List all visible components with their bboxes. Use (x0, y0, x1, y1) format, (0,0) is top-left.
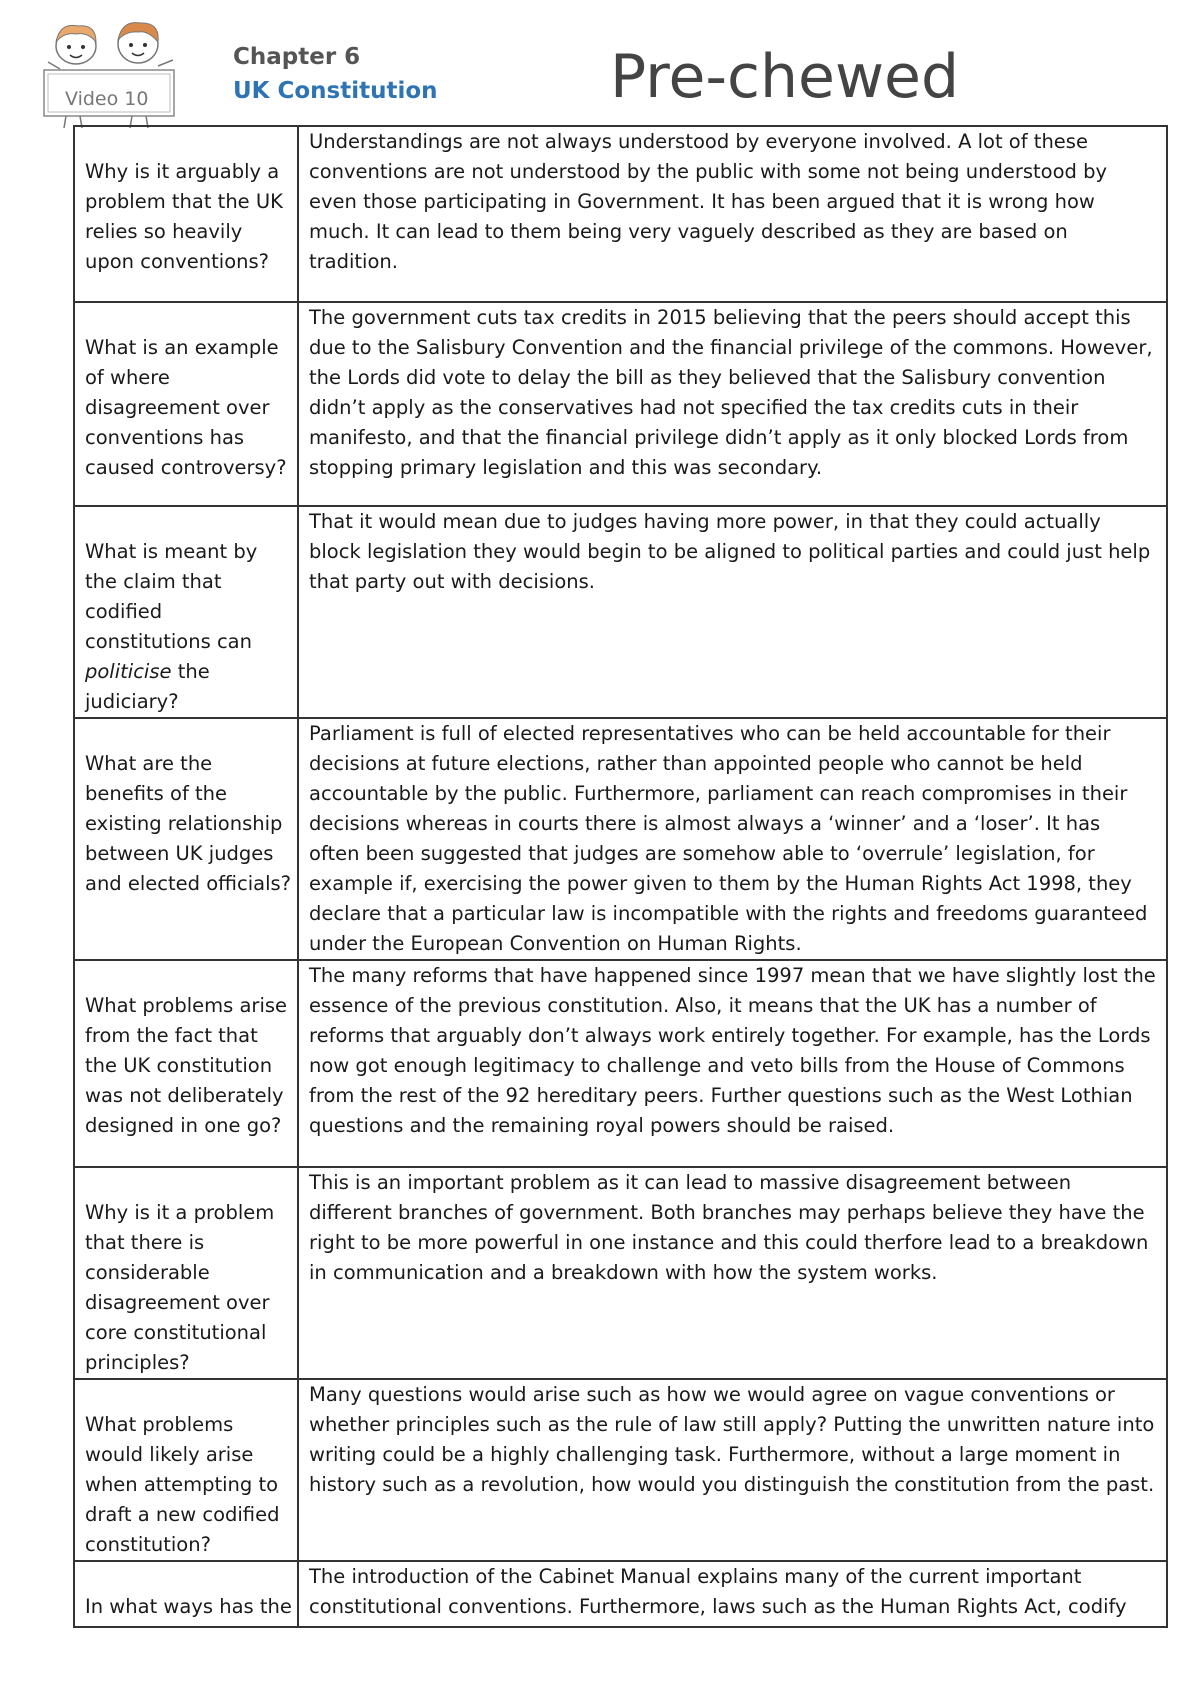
table-row (74, 1379, 1167, 1561)
answer-cell: Many questions would arise such as how we would agree on vague conventions or whether principles such as the rule of law still apply? Putting the unwritten nature into writing could be a highly challenging task. Furthermore, without a large moment in history such as a revolution, how would you distinguish the constitution from the past. (298, 1379, 1167, 1561)
answer-cell: The government cuts tax credits in 2015 believing that the peers should accept this due to the Salisbury Convention and the financial privilege of the commons. However, the Lords did vote to delay the bill as they believed that the Salisbury convention didn’t apply as the conservatives had not specified the tax credits cuts in their manifesto, and that the financial privilege didn’t apply as it only blocked Lords from stopping primary legislation and this was secondary. (298, 302, 1167, 506)
table-row (74, 302, 1167, 506)
answer-cell: This is an important problem as it can lead to massive disagreement between different branches of government. Both branches may perhaps believe they have the right to be more powerful in one instance and this could therfore lead to a breakdown in communication and a breakdown with how the system works. (298, 1167, 1167, 1379)
topic-title: UK Constitution (233, 78, 438, 104)
question-cell: Why is it arguably a problem that the UK relies so heavily upon conventions? (74, 126, 298, 302)
chapter-label: Chapter 6 (233, 44, 361, 70)
page-header (0, 0, 1200, 125)
answer-cell: Understandings are not always understood by everyone involved. A lot of these conventions are not understood by the public with some not being understood by even those participating in Government. It has been argued that it is wrong how much. It can lead to them being very vaguely described as they are based on tradition. (298, 126, 1167, 302)
table-row (74, 506, 1167, 718)
answer-cell: The introduction of the Cabinet Manual explains many of the current important constitutional conventions. Furthermore, laws such as the Human Rights Act, codify (298, 1561, 1167, 1627)
question-cell: What problems would likely arise when attempting to draft a new codified constitution? (74, 1379, 298, 1561)
question-cell: What problems arise from the fact that the UK constitution was not deliberately designed in one go? (74, 960, 298, 1167)
table-row (74, 960, 1167, 1167)
question-cell: In what ways has the (74, 1561, 298, 1627)
table-row (74, 1167, 1167, 1379)
video-badge-label: Video 10 (65, 88, 149, 110)
question-cell: What are the benefits of the existing relationship between UK judges and elected officials? (74, 718, 298, 960)
table-row (74, 126, 1167, 302)
question-cell (74, 506, 298, 718)
question-cell: Why is it a problem that there is considerable disagreement over core constitutional principles? (74, 1167, 298, 1379)
qa-table (73, 125, 1168, 1628)
question-text: the judiciary? (85, 660, 210, 713)
answer-cell: Parliament is full of elected representatives who can be held accountable for their decisions at future elections, rather than appointed people who cannot be held accountable by the public. Furthermore, parliament can reach compromises in their decisions whereas in courts there is almost always a ‘winner’ and a ‘loser’. It has often been suggested that judges are somehow able to ‘overrule’ legislation, for example if, exercising the power given to them by the Human Rights Act 1998, they declare that a particular law is incompatible with the rights and freedoms guaranteed under the European Convention on Human Rights. (298, 718, 1167, 960)
question-cell: What is an example of where disagreement over conventions has caused controversy? (74, 302, 298, 506)
answer-cell: That it would mean due to judges having more power, in that they could actually block legislation they would begin to be aligned to political parties and could just help that party out with decisions. (298, 506, 1167, 718)
table-row (74, 1561, 1167, 1627)
question-text: What is meant by the claim that codified constitutions can (85, 540, 258, 653)
question-italic-text: politicise (85, 660, 172, 683)
brand-title: Pre-chewed (610, 42, 960, 112)
table-row (74, 718, 1167, 960)
answer-cell: The many reforms that have happened since 1997 mean that we have slightly lost the essence of the previous constitution. Also, it means that the UK has a number of reforms that arguably don’t always work entirely together. For example, has the Lords now got enough legitimacy to challenge and veto bills from the House of Commons from the rest of the 92 hereditary peers. Further questions such as the West Lothian questions and the remaining royal powers should be raised. (298, 960, 1167, 1167)
